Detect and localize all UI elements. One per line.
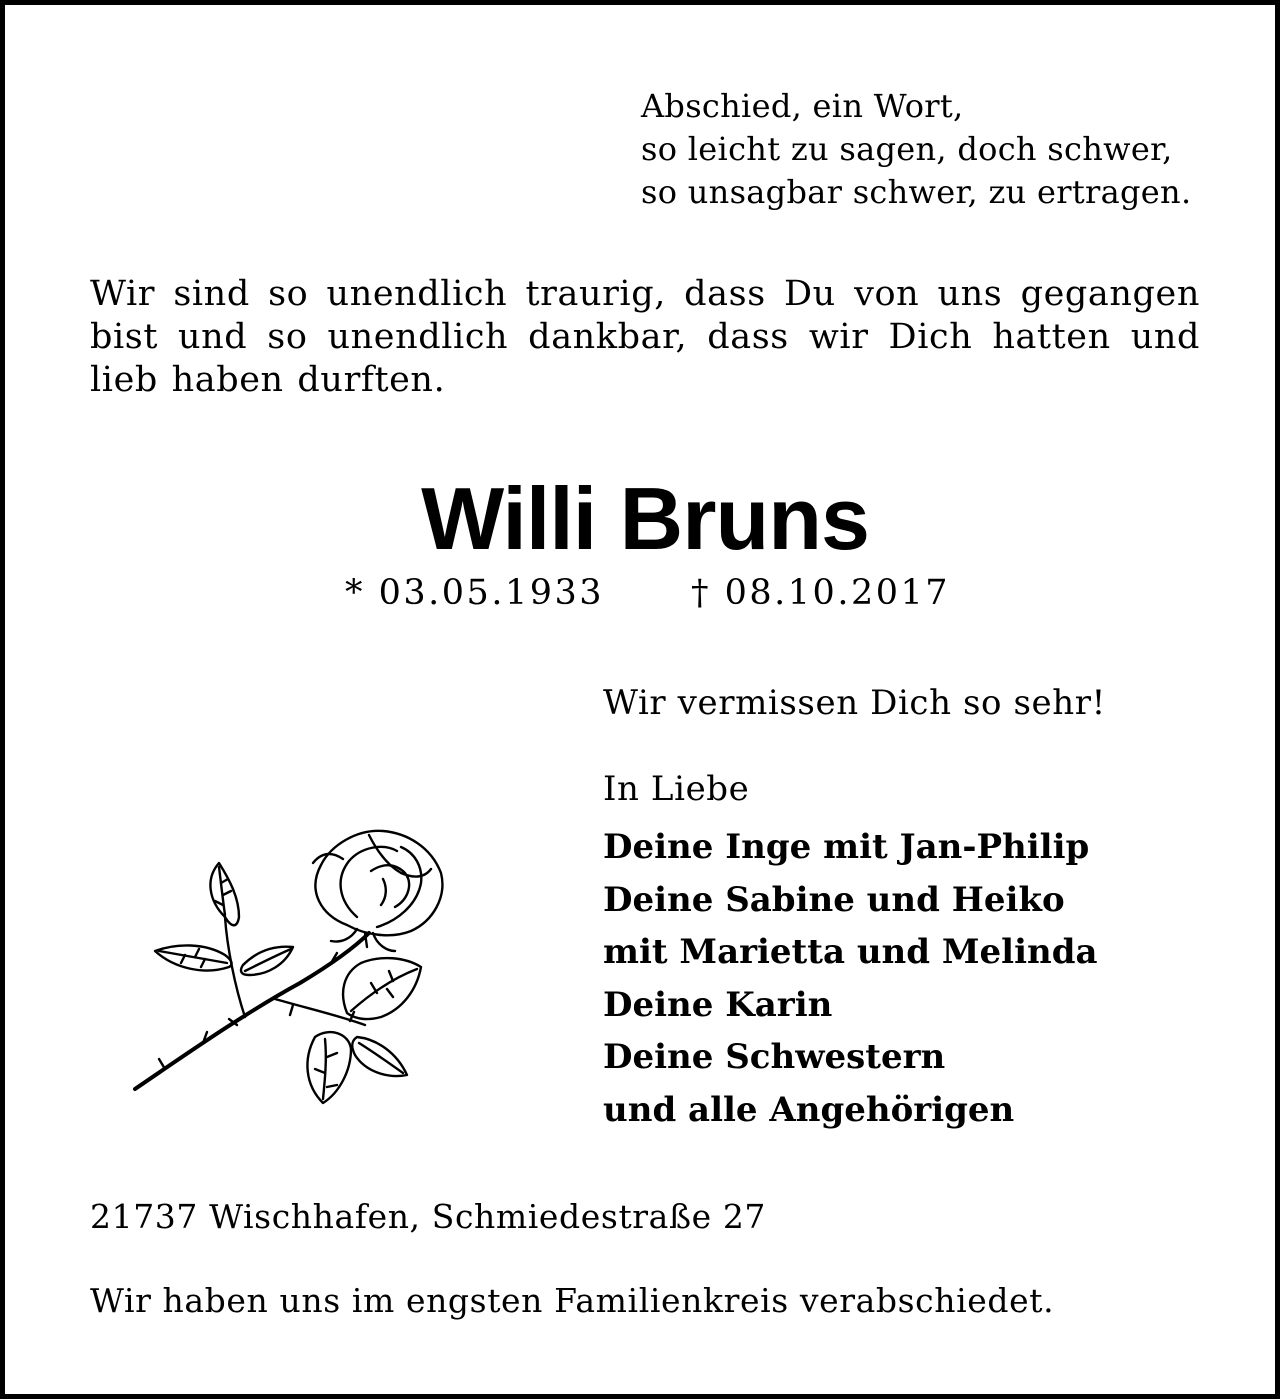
signer-line: Deine Sabine und Heiko [603, 879, 1065, 920]
miss-text: Wir vermissen Dich so sehr! [603, 683, 1106, 723]
signer-line: und alle Angehörigen [603, 1089, 1015, 1130]
motto-poem [641, 85, 1191, 214]
rose-illustration [125, 817, 455, 1117]
motto-line-1: Abschied, ein Wort, [641, 87, 964, 125]
motto-line-2: so leicht zu sagen, doch schwer, [641, 130, 1173, 168]
motto-line-3: so unsagbar schwer, zu ertragen. [641, 173, 1192, 211]
signer-line: Deine Karin [603, 984, 833, 1025]
farewell-note: Wir haben uns im engsten Familienkreis verabschiedet. [90, 1281, 1055, 1320]
deceased-name: Willi Bruns [421, 469, 869, 568]
signer-line: Deine Inge mit Jan-Philip [603, 827, 1090, 867]
signers-list [603, 821, 1098, 1136]
signer-line: mit Marietta und Melinda [603, 932, 1098, 972]
death-date: † 08.10.2017 [691, 573, 951, 613]
signer-line: Deine Schwestern [603, 1037, 946, 1077]
birth-date: * 03.05.1933 [345, 573, 605, 613]
intro-text: Wir sind so unendlich traurig, dass Du von uns gegangen bist und so unendlich dankbar, dass wir Dich hatten und lieb haben durften. [90, 274, 1200, 400]
address: 21737 Wischhafen, Schmiedestraße 27 [90, 1197, 767, 1236]
love-intro: In Liebe [603, 769, 750, 809]
